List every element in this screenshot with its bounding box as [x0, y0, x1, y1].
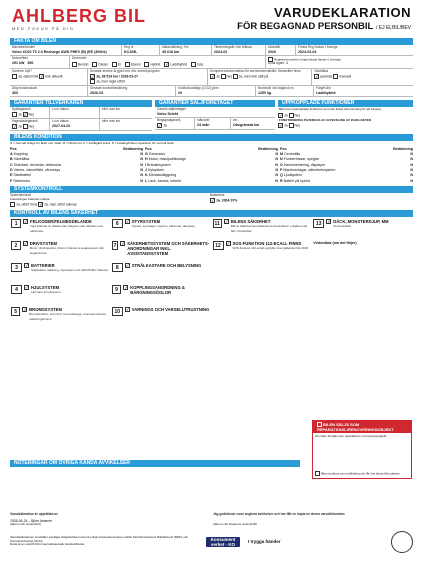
facts-row-4: [10, 86, 413, 97]
color-value: Laddhybrid: [316, 90, 336, 95]
safety-item: [312, 283, 413, 305]
sign-caption: (datum och underskrift): [10, 521, 41, 526]
safety-item: 5 ✓ BROMSSYSTEM Bromsfunktion, bromsrör, bromsslangar, bromsok/ klossar, parkeringsbroms.: [10, 305, 111, 327]
condition-item: F Startmotor N: [10, 178, 143, 183]
facts-row-2: [10, 56, 413, 69]
network-opts[interactable]: ✓Ja Nej: [279, 123, 300, 129]
used-warranty-opts[interactable]: ✓Ja: [158, 123, 167, 128]
max-km-label: eller max km: [102, 107, 121, 111]
trygg-text: I trygga händer: [248, 538, 281, 544]
connected-features: [278, 100, 413, 131]
condition-bar: BILENS KONDITION: [10, 134, 413, 141]
body-warranty-opts[interactable]: ✓Ja Nej: [13, 123, 34, 129]
inspection-value: 2026-03: [90, 90, 104, 95]
engine-value: 291 kW 396: [12, 61, 34, 65]
repair-line-2[interactable]: Bilen bedöms som trafikfarlig och får inte köras från platsen: [313, 469, 411, 478]
make-value: Volvo XC60 T6 2.0 Recharge AWD PHEV (B) (EE (300hk): [12, 49, 107, 54]
agree-label: Jag godkänner ovan angivna avvikelser och har fått en kopia av denna varudeklaration: [213, 512, 345, 516]
condition-item: B Växellåda N: [10, 157, 143, 162]
notes-bar: NOTERINGAR OM ÖVRIGA KÄNDA AVVIKELSER: [10, 460, 300, 467]
condition-item: H Motor, missljud/läckage N: [145, 157, 278, 162]
service-value[interactable]: ✓Ja, 38 514 km / 2026-03-27: [91, 73, 139, 79]
body-warranty-label: Vagnskadegaranti: [12, 118, 38, 123]
safety-item: 3 ✓ BATTERIER Startbatteri, laddning, styrsystem och HEV/PHEV batterier.: [10, 261, 111, 283]
first-date-value: 2024-03-03: [298, 49, 317, 54]
condition-item: I Bränslesystem N: [145, 162, 278, 167]
safety-item: 1 ✓ FELKODER/FELMEDDELANDE Inga felkoder är utlästa eller diagnos utan felkoder som aktiverats.: [10, 217, 111, 239]
safety-section: [10, 210, 413, 327]
doc-title: [237, 5, 411, 32]
months-value: 24 mån: [197, 123, 210, 127]
km-label: km: [233, 118, 238, 123]
condition-columns: [10, 146, 413, 183]
connected-bar: UPPKÖPPLADE FUNKTIONER: [278, 100, 413, 107]
disclaimer-2: Detta är en utskrift från Internetbaserade Handelsbruket.: [10, 542, 86, 547]
battery-test-label: Batteritest: [210, 193, 225, 198]
fuel-label: Drivmedel: [72, 56, 87, 61]
condition-item: A Koppling N: [10, 152, 143, 157]
trailer-label: Bruttovikt vid dragkrok ev.: [258, 85, 295, 90]
facts-row-3: [10, 69, 413, 86]
trailer-value: 1250 kg: [258, 90, 272, 95]
co2-value: 29: [178, 90, 182, 95]
safety-item: 2 ✓ DRIVSYSTEM Motor, drivlina/axlar, drivrör, bränsle & avgassystem inkl. avgasrenare.: [10, 239, 111, 261]
condition-item: C Slutväxel, drivaxlar, drivknutar N: [10, 162, 143, 167]
safety-grid: [10, 217, 413, 327]
condition-section: [10, 134, 413, 184]
make-label: Bilmärke/Modell: [12, 45, 35, 49]
logo: [12, 6, 146, 31]
to-date-label-2: t.o.m datum: [52, 118, 69, 123]
fuel-laddhybrid[interactable]: ✓Laddhybrid: [165, 62, 188, 67]
warranty-manufacturer: [10, 100, 152, 131]
owners-line: Antal ägare: 1: [268, 61, 288, 66]
safety-item: 12 ✓ SOS-FUNKTION 112-ECALL FINNS SOS-funktion 112-eCall uppfyller krav gällande från 2018.: [212, 239, 313, 261]
safety-item: Vinterdäck (om det följer): [313, 240, 357, 245]
doc-label: Komplett dokumentation för serviceintervall/tillv. föreskrifter finns: [210, 69, 301, 73]
repair-line-1: Om bilen till säljs som reparations-/ renoveringsobjekt:: [315, 434, 388, 439]
facts-bar: FAKTA OM BILEN: [10, 38, 413, 45]
logo-name: AHLBERG BIL: [12, 6, 146, 26]
facts-section: [10, 38, 413, 97]
fuel-hybrid[interactable]: Hybrid: [144, 62, 160, 67]
condition-legend: N = Normalt slitage för ålder och miltal, M = Mindre fel, F = Fel/åtgärd krävs, P = Felaktig/kräver reparation för normalt skick: [10, 140, 174, 145]
footer: [10, 513, 413, 553]
tax-value: 360: [12, 90, 18, 95]
doc-opts[interactable]: ✓Ja Nej Ja, men inte sätt på: [211, 73, 269, 79]
condition-header: Pos Bedömning: [145, 146, 278, 151]
safety-item: [212, 283, 313, 305]
condition-item: L Lack, kaross, interiör N: [145, 178, 278, 183]
service-label: Senaste service är gjord ent. tillv. serviceprogram: [90, 69, 160, 73]
mileage-value: 45 618 km: [162, 49, 180, 54]
inspection-label: Senaste kontrollbesiktning: [90, 85, 128, 90]
color-label: Färg/Kulör: [316, 85, 331, 90]
condition-col-1: [10, 146, 143, 183]
fuel-el[interactable]: El: [112, 62, 121, 67]
safety-item: 9 ✓ KOPPLINGSANORDNING & BÄRGNINGSÖGLOR: [111, 283, 212, 305]
safety-bar: KONTROLL AV BILENS SÄKERHET: [10, 210, 413, 217]
timing-belt-opts[interactable]: Ja, datum/mil ✓Inte aktuellt: [12, 74, 85, 79]
km-value: Obegränsat km: [233, 123, 260, 127]
safety-item: 7 ✓ SÄKERHETSSYSTEM OCH SÄKERHETS-ANORDNINGAR INKL. ASSISTANSSYSTEM: [113, 240, 210, 256]
safety-item: 13 ✓ DÄCK, MONSTERDJUP, MM Sommardäck: [312, 217, 413, 239]
notes-section: [10, 460, 413, 467]
model-year-value: 2026: [268, 49, 276, 54]
safety-item: 6 ✓ STYRSYSTEM Styrled, styrstaget, styrarm, bärarmar, dämpare.: [111, 217, 212, 239]
mileage-label: Mätarställning, Km: [162, 45, 189, 49]
safety-item: [212, 261, 313, 283]
condition-item: D Värme, värmefläkt, värmesys N: [10, 168, 143, 173]
body-warranty-date: 2027-04-02: [52, 123, 71, 128]
condition-item: P Manöverdagar, säkerhetssystem N: [280, 168, 413, 173]
disclaimer: Varudeklarationen innehåller samtliga obligatoriska moment enligt överenskommelse mellan Motorbranschens Riksförbund (MRF) och Konsumentverket (KOV).: [10, 535, 189, 543]
made-by-value: 2026-06-24 – Björn Asserén: [10, 518, 53, 523]
system-label: Systemkontroll: [10, 193, 31, 198]
max-km-label-2: eller max km: [102, 118, 121, 123]
condition-header: Pos Bedömning: [280, 146, 413, 151]
system-sub: Felkod/ingen Felkoder utlästa: [10, 197, 50, 202]
to-date-label: t.o.m datum: [52, 107, 69, 111]
header: [0, 0, 423, 38]
system-bar: SYSTEMKONTROLL: [10, 186, 413, 193]
tax-label: Årlig fordonsskatt: [12, 85, 37, 90]
used-warranty-label: Begagnatgaranti: [157, 118, 181, 123]
safety-item: 10 ✓ VARNINGS OCH VARSELUTRUSTNING: [111, 305, 212, 327]
condition-item: O Instrumentering, displayer N: [280, 162, 413, 167]
warranty-seller-bar: GARANTIER SÄLJFÖRETAGET: [155, 100, 275, 107]
system-opts[interactable]: Ja, utfört finns ✓Ja, men utfört saknas: [10, 202, 210, 207]
fuel-options: [72, 62, 263, 67]
reg-value: KCJ69L: [124, 49, 138, 54]
fuel-gas[interactable]: Gas: [191, 62, 203, 67]
network-text: FUNKTIONERNA PÅVERKAS AV AVVECKLING AV 2G/3G-NÄTEN: [279, 117, 371, 122]
mrf-seal-icon: [391, 531, 413, 553]
made-by-label: Varudeklaration är upprättad av: [10, 512, 58, 516]
engine-label: Motoreffekt: [12, 56, 28, 61]
repair-object-title: BILEN SÄLJS SOM REPARATIONS-/RENOVERINGSOBJEKT: [313, 421, 411, 433]
safety-item: 4 ✓ HJULSYSTEM Lämnare & hjulsystem.: [10, 283, 111, 305]
condition-item: R Batteri på hybrid N: [280, 178, 413, 183]
manufacture-label: Tillverkningsår Och Månad: [214, 45, 252, 49]
condition-item: Q Ljudsystem N: [280, 173, 413, 178]
fuel-etanol[interactable]: Etanol: [125, 62, 141, 67]
new-car-warranty-label: Nybilsgaranti: [12, 107, 31, 111]
safety-item: 8 ✓ STRÅLKASTARE OCH BELYSNING: [111, 261, 212, 283]
condition-col-2: [145, 146, 278, 183]
condition-item: M Centrallås N: [280, 152, 413, 157]
first-date-label: Första Reg Datum I Sverige: [298, 45, 338, 49]
months-label: månader: [197, 118, 210, 123]
reg-free-label: Registrerat utanför övriga listade länder (i Sverige): [274, 57, 342, 62]
condition-item: E Startbatteri N: [10, 173, 143, 178]
gearbox-opts[interactable]: ✓automat manuell: [315, 73, 352, 79]
new-car-warranty-opts[interactable]: Ja ✓Nej: [12, 112, 47, 117]
logo-tagline: MED FOKUS PÅ DIG: [12, 25, 75, 31]
condition-item: G Generator N: [145, 152, 278, 157]
manufacture-value: 2024-02: [214, 49, 228, 54]
title-sub: [237, 21, 411, 32]
condition-col-3: [280, 146, 413, 183]
fuel-bensin[interactable]: Bensin: [72, 62, 88, 67]
warranty-section: [10, 100, 413, 131]
konsumentverket-logo: Konsument verket · KO: [206, 537, 240, 547]
safety-item: [312, 261, 413, 283]
warranty-mfr-bar: GARANTIER TILLVERKAREN: [10, 100, 152, 107]
connected-opts[interactable]: ✓Ja Nej: [279, 112, 300, 118]
seller-warranty-label: Garanti säljföretaget: [157, 107, 186, 111]
reg-label: Reg nr: [124, 45, 134, 49]
repair-object-box: [312, 420, 412, 479]
connected-text: Bilen har uppkopplade funktioner som kan kräva abonnemang för att fungera: [279, 107, 382, 111]
warranty-seller: [155, 100, 275, 131]
seller-warranty-value: Volvo Selekt: [157, 111, 179, 116]
facts-row-1: [10, 45, 413, 56]
model-year-label: Modellår: [268, 45, 281, 49]
fuel-diesel[interactable]: Diesel: [92, 62, 107, 67]
buyer-sign-caption: (datum och köparens underskrift): [213, 521, 258, 526]
condition-item: J Kylsystem N: [145, 168, 278, 173]
condition-item: K Klimatanläggning N: [145, 173, 278, 178]
subtitle-suffix: / EJ ELBIL/BEV: [375, 24, 411, 31]
service-opt2[interactable]: Ja, men inget utfört: [90, 79, 205, 84]
condition-item: N Fönsterhissar, speglar N: [280, 157, 413, 162]
subtitle: FÖR BEGAGNAD PERSONBIL: [237, 20, 374, 32]
safety-item: 11 ✓ BILENS SÄKERHET Bilens säkerhet kontrollerad med resultatet i enlighet med fabr. föreskrifter.: [212, 217, 313, 239]
timing-belt-label: Kamrem bytt?: [12, 69, 32, 73]
battery-test-opts[interactable]: ✓Ja, VIDA 97%: [211, 198, 238, 204]
title-main: VARUDEKLARATION: [273, 5, 411, 20]
condition-header: Pos Bedömning: [10, 146, 143, 151]
co2-label: Koldioxidutsläpp (CO2) g/km: [178, 85, 219, 90]
gearbox-label: Växellåda: [314, 69, 328, 73]
system-section: [10, 186, 413, 207]
